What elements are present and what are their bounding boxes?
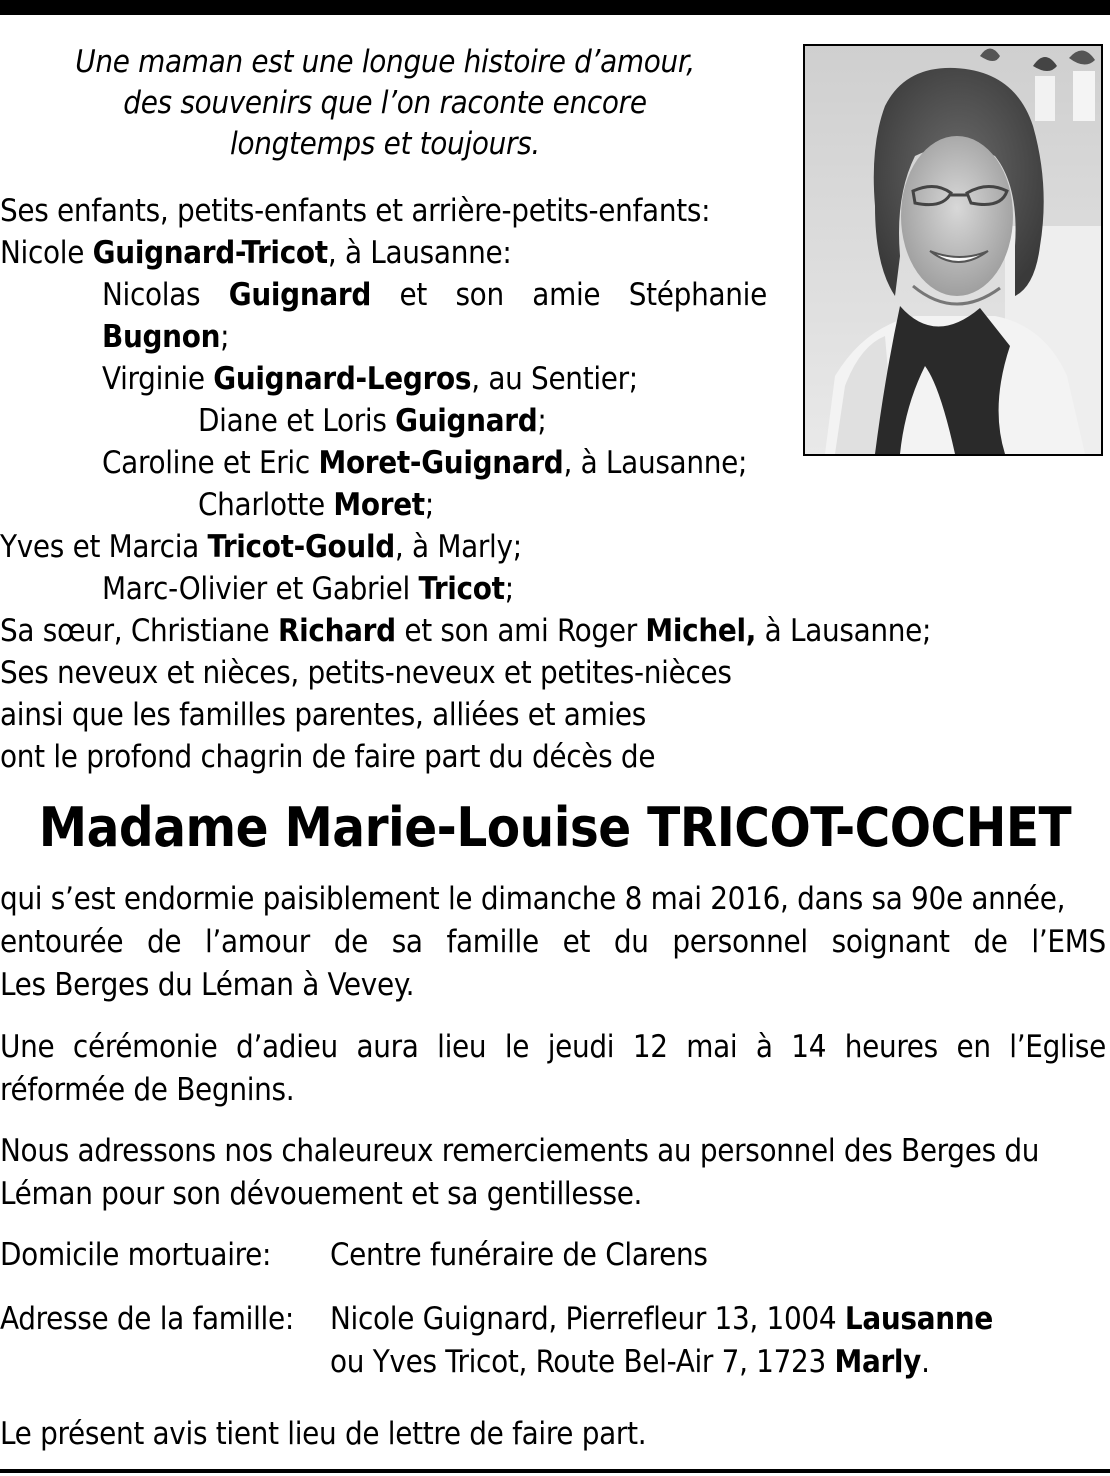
thanks-line-1: Nous adressons nos chaleureux remerciements au personnel des Berges du	[0, 1133, 1040, 1169]
place: , à Lausanne:	[327, 235, 512, 271]
address-text: Nicole Guignard, Pierrefleur 13, 1004	[330, 1301, 845, 1337]
word: personnel	[672, 924, 808, 960]
word: sa	[391, 924, 423, 960]
thanks-paragraph	[0, 1130, 1110, 1216]
word: Nicolas	[102, 277, 201, 313]
family-line-marc	[0, 568, 800, 610]
family-intro: Ses enfants, petits-enfants et arrière-petits-enfants:	[0, 193, 711, 229]
place: , au Sentier;	[471, 361, 638, 397]
ceremony-line-1	[0, 1026, 1106, 1069]
punctuation: .	[921, 1344, 930, 1380]
word: de	[146, 924, 182, 960]
family-line-soeur	[0, 610, 932, 652]
surname: Moret-Guignard	[318, 445, 564, 481]
word: à	[755, 1029, 773, 1065]
surname: Tricot-Gould	[207, 529, 395, 565]
address-line-2	[330, 1341, 930, 1384]
bottom-border	[0, 1469, 1110, 1473]
word: jeudi	[547, 1029, 615, 1065]
word: l’Eglise	[1009, 1029, 1106, 1065]
family-list	[0, 190, 932, 778]
word: Stéphanie	[628, 277, 767, 313]
word: cérémonie	[72, 1029, 218, 1065]
address-text: ou Yves Tricot, Route Bel-Air 7, 1723	[330, 1344, 835, 1380]
family-line-diane	[0, 400, 800, 442]
address-row	[0, 1298, 1110, 1384]
word: heures	[844, 1029, 938, 1065]
punctuation: ;	[537, 403, 547, 439]
word: 12	[632, 1029, 668, 1065]
word: Une	[0, 1029, 55, 1065]
surname: Bugnon	[102, 319, 221, 355]
word: son	[455, 277, 504, 313]
thanks-line-2: Léman pour son dévouement et sa gentillesse.	[0, 1176, 643, 1212]
word: le	[504, 1029, 530, 1065]
word: l’EMS	[1031, 924, 1106, 960]
given-names: Charlotte	[198, 487, 334, 523]
family-line-caroline	[0, 442, 800, 484]
word: amie	[532, 277, 601, 313]
word: soignant	[831, 924, 950, 960]
death-paragraph	[0, 878, 1110, 1007]
word: et	[399, 277, 427, 313]
place: , à Marly;	[394, 529, 522, 565]
given-names: Virginie	[102, 361, 214, 397]
given-names: Yves et Marcia	[0, 529, 208, 565]
surname: Richard	[277, 613, 396, 649]
city: Lausanne	[844, 1301, 993, 1337]
domicile-label: Domicile mortuaire:	[0, 1237, 272, 1273]
poem-line: des souvenirs que l’on raconte encore	[123, 85, 647, 121]
family-line-virginie	[0, 358, 800, 400]
death-line-1: qui s’est endormie paisiblement le dimanche 8 mai 2016, dans sa 90e année,	[0, 881, 1066, 917]
given-names: Nicole	[0, 235, 93, 271]
family-line-yves	[0, 526, 800, 568]
word: du	[613, 924, 649, 960]
closing-line: Le présent avis tient lieu de lettre de faire part.	[0, 1416, 647, 1452]
punctuation: ;	[504, 571, 514, 607]
word: en	[956, 1029, 991, 1065]
family-line-announcement: ont le profond chagrin de faire part du décès de	[0, 739, 656, 775]
place: à Lausanne;	[756, 613, 932, 649]
family-line-nicole	[0, 232, 800, 274]
address-line-1	[330, 1298, 993, 1341]
word: de	[333, 924, 368, 960]
surname: Tricot	[418, 571, 505, 607]
spacer	[0, 1341, 330, 1384]
family-line-families: ainsi que les familles parentes, alliées et amies	[0, 697, 647, 733]
surname: Guignard	[228, 277, 372, 313]
family-line-relatives: Ses neveux et nièces, petits-neveux et petites-nièces	[0, 655, 732, 691]
word: l’amour	[204, 924, 310, 960]
city: Marly	[834, 1344, 922, 1380]
surname: Michel,	[645, 613, 757, 649]
family-line-bugnon	[0, 316, 800, 358]
poem-line: Une maman est une longue histoire d’amour,	[75, 44, 695, 80]
word: mai	[686, 1029, 738, 1065]
address-label: Adresse de la famille:	[0, 1301, 294, 1337]
word: entourée	[0, 924, 124, 960]
word: lieu	[437, 1029, 487, 1065]
death-line-3: Les Berges du Léman à Vevey.	[0, 967, 415, 1003]
given-names: Caroline et Eric	[102, 445, 319, 481]
word: famille	[446, 924, 539, 960]
death-line-2	[0, 921, 1106, 964]
word: aura	[356, 1029, 419, 1065]
domicile-row	[0, 1234, 1110, 1277]
family-line-charlotte	[0, 484, 800, 526]
domicile-value: Centre funéraire de Clarens	[330, 1237, 708, 1273]
word: 14	[791, 1029, 827, 1065]
poem-verse	[0, 42, 770, 165]
given-names: Diane et Loris	[198, 403, 396, 439]
word: de	[973, 924, 1008, 960]
surname: Guignard-Tricot	[92, 235, 328, 271]
place: , à Lausanne;	[563, 445, 748, 481]
punctuation: ;	[424, 487, 434, 523]
surname: Guignard-Legros	[213, 361, 472, 397]
given-names: Marc-Olivier et Gabriel	[102, 571, 419, 607]
top-border	[0, 0, 1110, 15]
surname: Guignard	[395, 403, 538, 439]
portrait-photo	[803, 44, 1103, 456]
ceremony-paragraph	[0, 1026, 1110, 1112]
punctuation: ;	[220, 319, 230, 355]
text: et son ami Roger	[395, 613, 646, 649]
word: d’adieu	[236, 1029, 338, 1065]
deceased-name: Madame Marie-Louise TRICOT-COCHET	[38, 796, 1072, 859]
text: Sa sœur, Christiane	[0, 613, 278, 649]
word: et	[562, 924, 591, 960]
family-line-nicolas	[0, 274, 800, 316]
surname: Moret	[333, 487, 425, 523]
ceremony-line-2: réformée de Begnins.	[0, 1072, 295, 1108]
poem-line: longtemps et toujours.	[230, 126, 540, 162]
